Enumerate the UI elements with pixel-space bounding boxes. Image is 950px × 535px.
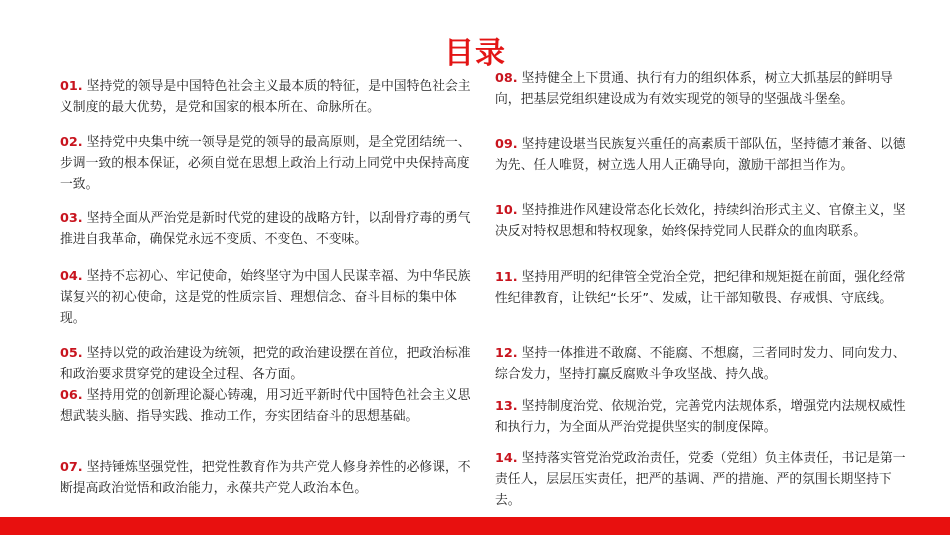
list-item: [60, 132, 472, 195]
list-item: [495, 343, 915, 385]
item-text: 坚持健全上下贯通、执行有力的组织体系，树立大抓基层的鲜明导向，把基层党组织建设成为有效实现党的领导的坚强战斗堡垒。: [495, 71, 893, 107]
page-title: 目录: [444, 36, 506, 71]
item-text: 坚持用党的创新理论凝心铸魂，用习近平新时代中国特色社会主义思想武装头脑、指导实践、推动工作，夯实团结奋斗的思想基础。: [60, 388, 471, 424]
item-number: 11.: [495, 270, 518, 285]
list-item: [60, 457, 472, 499]
item-text: 坚持锤炼坚强党性，把党性教育作为共产党人修身养性的必修课，不断提高政治觉悟和政治能力，永葆共产党人政治本色。: [60, 460, 471, 496]
item-text: 坚持不忘初心、牢记使命，始终坚守为中国人民谋幸福、为中华民族谋复兴的初心使命，这是党的性质宗旨、理想信念、奋斗目标的集中体现。: [60, 269, 471, 326]
item-text: 坚持党中央集中统一领导是党的领导的最高原则，是全党团结统一、步调一致的根本保证，必须自觉在思想上政治上行动上同党中央保持高度一致。: [60, 135, 471, 192]
item-text: 坚持以党的政治建设为统领，把党的政治建设摆在首位，把政治标准和政治要求贯穿党的建设全过程、各方面。: [60, 346, 471, 382]
bottom-accent-bar: [0, 517, 950, 535]
item-number: 04.: [60, 269, 83, 284]
list-item: [495, 134, 915, 176]
list-item: [495, 68, 915, 110]
list-item: [60, 385, 472, 427]
item-number: 07.: [60, 460, 83, 475]
list-item: [495, 267, 915, 309]
list-item: [495, 200, 915, 242]
item-text: 坚持用严明的纪律管全党治全党，把纪律和规矩挺在前面，强化经常性纪律教育，让铁纪“长牙”、发威，让干部知敬畏、存戒惧、守底线。: [495, 270, 906, 306]
item-text: 坚持全面从严治党是新时代党的建设的战略方针，以刮骨疗毒的勇气推进自我革命，确保党永远不变质、不变色、不变味。: [60, 211, 471, 247]
item-number: 03.: [60, 211, 83, 226]
list-item: [60, 208, 472, 250]
list-item: [495, 448, 915, 511]
item-text: 坚持落实管党治党政治责任，党委（党组）负主体责任，书记是第一责任人，层层压实责任，把严的基调、严的措施、严的氛围长期坚持下去。: [495, 451, 906, 508]
item-number: 01.: [60, 79, 83, 94]
list-item: [60, 343, 472, 385]
list-item: [60, 76, 472, 118]
item-text: 坚持党的领导是中国特色社会主义最本质的特征，是中国特色社会主义制度的最大优势，是党和国家的根本所在、命脉所在。: [60, 79, 471, 115]
item-number: 09.: [495, 137, 518, 152]
item-number: 14.: [495, 451, 518, 466]
list-item: [60, 266, 472, 329]
item-text: 坚持一体推进不敢腐、不能腐、不想腐，三者同时发力、同向发力、综合发力，坚持打赢反腐败斗争攻坚战、持久战。: [495, 346, 906, 382]
list-item: [495, 396, 915, 438]
item-number: 08.: [495, 71, 518, 86]
item-number: 05.: [60, 346, 83, 361]
item-text: 坚持推进作风建设常态化长效化，持续纠治形式主义、官僚主义，坚决反对特权思想和特权现象，始终保持党同人民群众的血肉联系。: [495, 203, 906, 239]
item-number: 02.: [60, 135, 83, 150]
item-number: 06.: [60, 388, 83, 403]
item-number: 12.: [495, 346, 518, 361]
item-number: 13.: [495, 399, 518, 414]
item-number: 10.: [495, 203, 518, 218]
item-text: 坚持建设堪当民族复兴重任的高素质干部队伍，坚持德才兼备、以德为先、任人唯贤，树立选人用人正确导向，激励干部担当作为。: [495, 137, 906, 173]
item-text: 坚持制度治党、依规治党，完善党内法规体系，增强党内法规权威性和执行力，为全面从严治党提供坚实的制度保障。: [495, 399, 906, 435]
